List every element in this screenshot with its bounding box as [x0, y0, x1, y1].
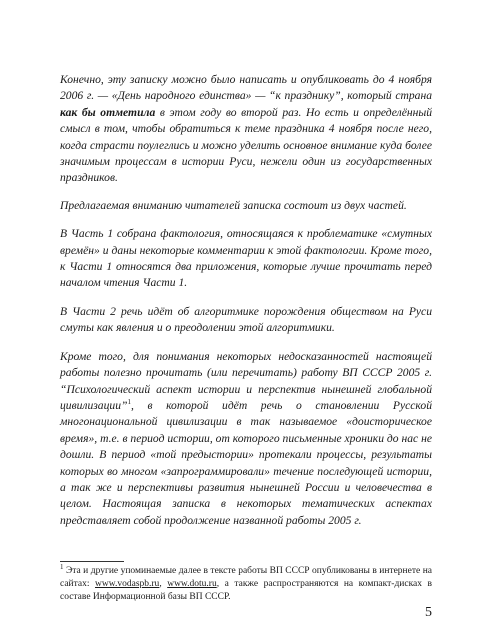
footnote-link-dotu[interactable]: www.dotu.ru: [167, 579, 217, 589]
footnote-text-b: , а также распространяются на компакт-дисках в составе Информационной базы ВП СССР.: [60, 579, 433, 602]
footnote-reference[interactable]: 1: [127, 398, 131, 407]
paragraph-1-text-a: Конечно, эту записку можно было написать и опубликовать до 4 ноября 2006 г. — «День народного единства» — “к празднику”, который страна: [60, 73, 432, 103]
footnote-divider: [60, 561, 124, 562]
paragraph-4: В Части 2 речь идёт об алгоритмике порождения обществом на Руси смуты как явления и о преодолении этой алгоритмики.: [60, 304, 432, 335]
paragraph-1: [60, 72, 432, 187]
paragraph-2: Предлагаемая вниманию читателей записка состоит из двух частей.: [60, 198, 407, 212]
paragraph-3: В Часть 1 собрана фактология, относящаяся к проблематике «смутных времён» и даны некоторые комментарии к этой фактологии. Кроме того, к Части 1 относятся два приложения, которые лучше прочитать перед началом чтения Части 1.: [60, 227, 432, 290]
footnote-mark: 1: [60, 562, 64, 571]
footnote: [60, 562, 433, 604]
footnote-text-a: Эта и другие упоминаемые далее в тексте работы ВП СССР опубликованы в интернете на сайтах:: [60, 566, 432, 589]
paragraph-1-bold-phrase: как бы отметила: [60, 105, 156, 119]
page-number: 5: [425, 605, 432, 620]
footnote-separator: ,: [159, 579, 168, 589]
body-text: [60, 72, 432, 541]
paragraph-5: [60, 349, 432, 529]
paragraph-5-text-a: Кроме того, для понимания некоторых недосказанностей настоящей работы полезно прочитать (или перечитать) работу ВП СССР 2005 г. “Психологический аспект истории и перспектив нынешней глобальной цивилизации”: [60, 349, 432, 412]
paragraph-1-text-b: в этом году во второй раз. Но есть и определённый смысл в том, чтобы обратиться к теме праздника 4 ноября после него, когда страсти поулеглись и можно уделить основное внимание куда более значимым процессам в истории Руси, нежели один из государственных праздников.: [60, 105, 432, 185]
footnote-link-vodaspb[interactable]: www.vodaspb.ru: [95, 579, 160, 589]
paragraph-5-text-b: , в которой идёт речь о становлении Русской многонациональной цивилизации в так называемое «доисторическое время», т.е. в период истории, от которого письменные хроники до нас не дошли. В период «той предыстории» протекали процессы, результаты которых во многом «запрограммировали» течение последующей истории, а так же и перспективы развития нынешней России и человечества в целом. Настоящая записка в некоторых тематических аспектах представляет собой продолжение названной работы 2005 г.: [60, 398, 432, 527]
